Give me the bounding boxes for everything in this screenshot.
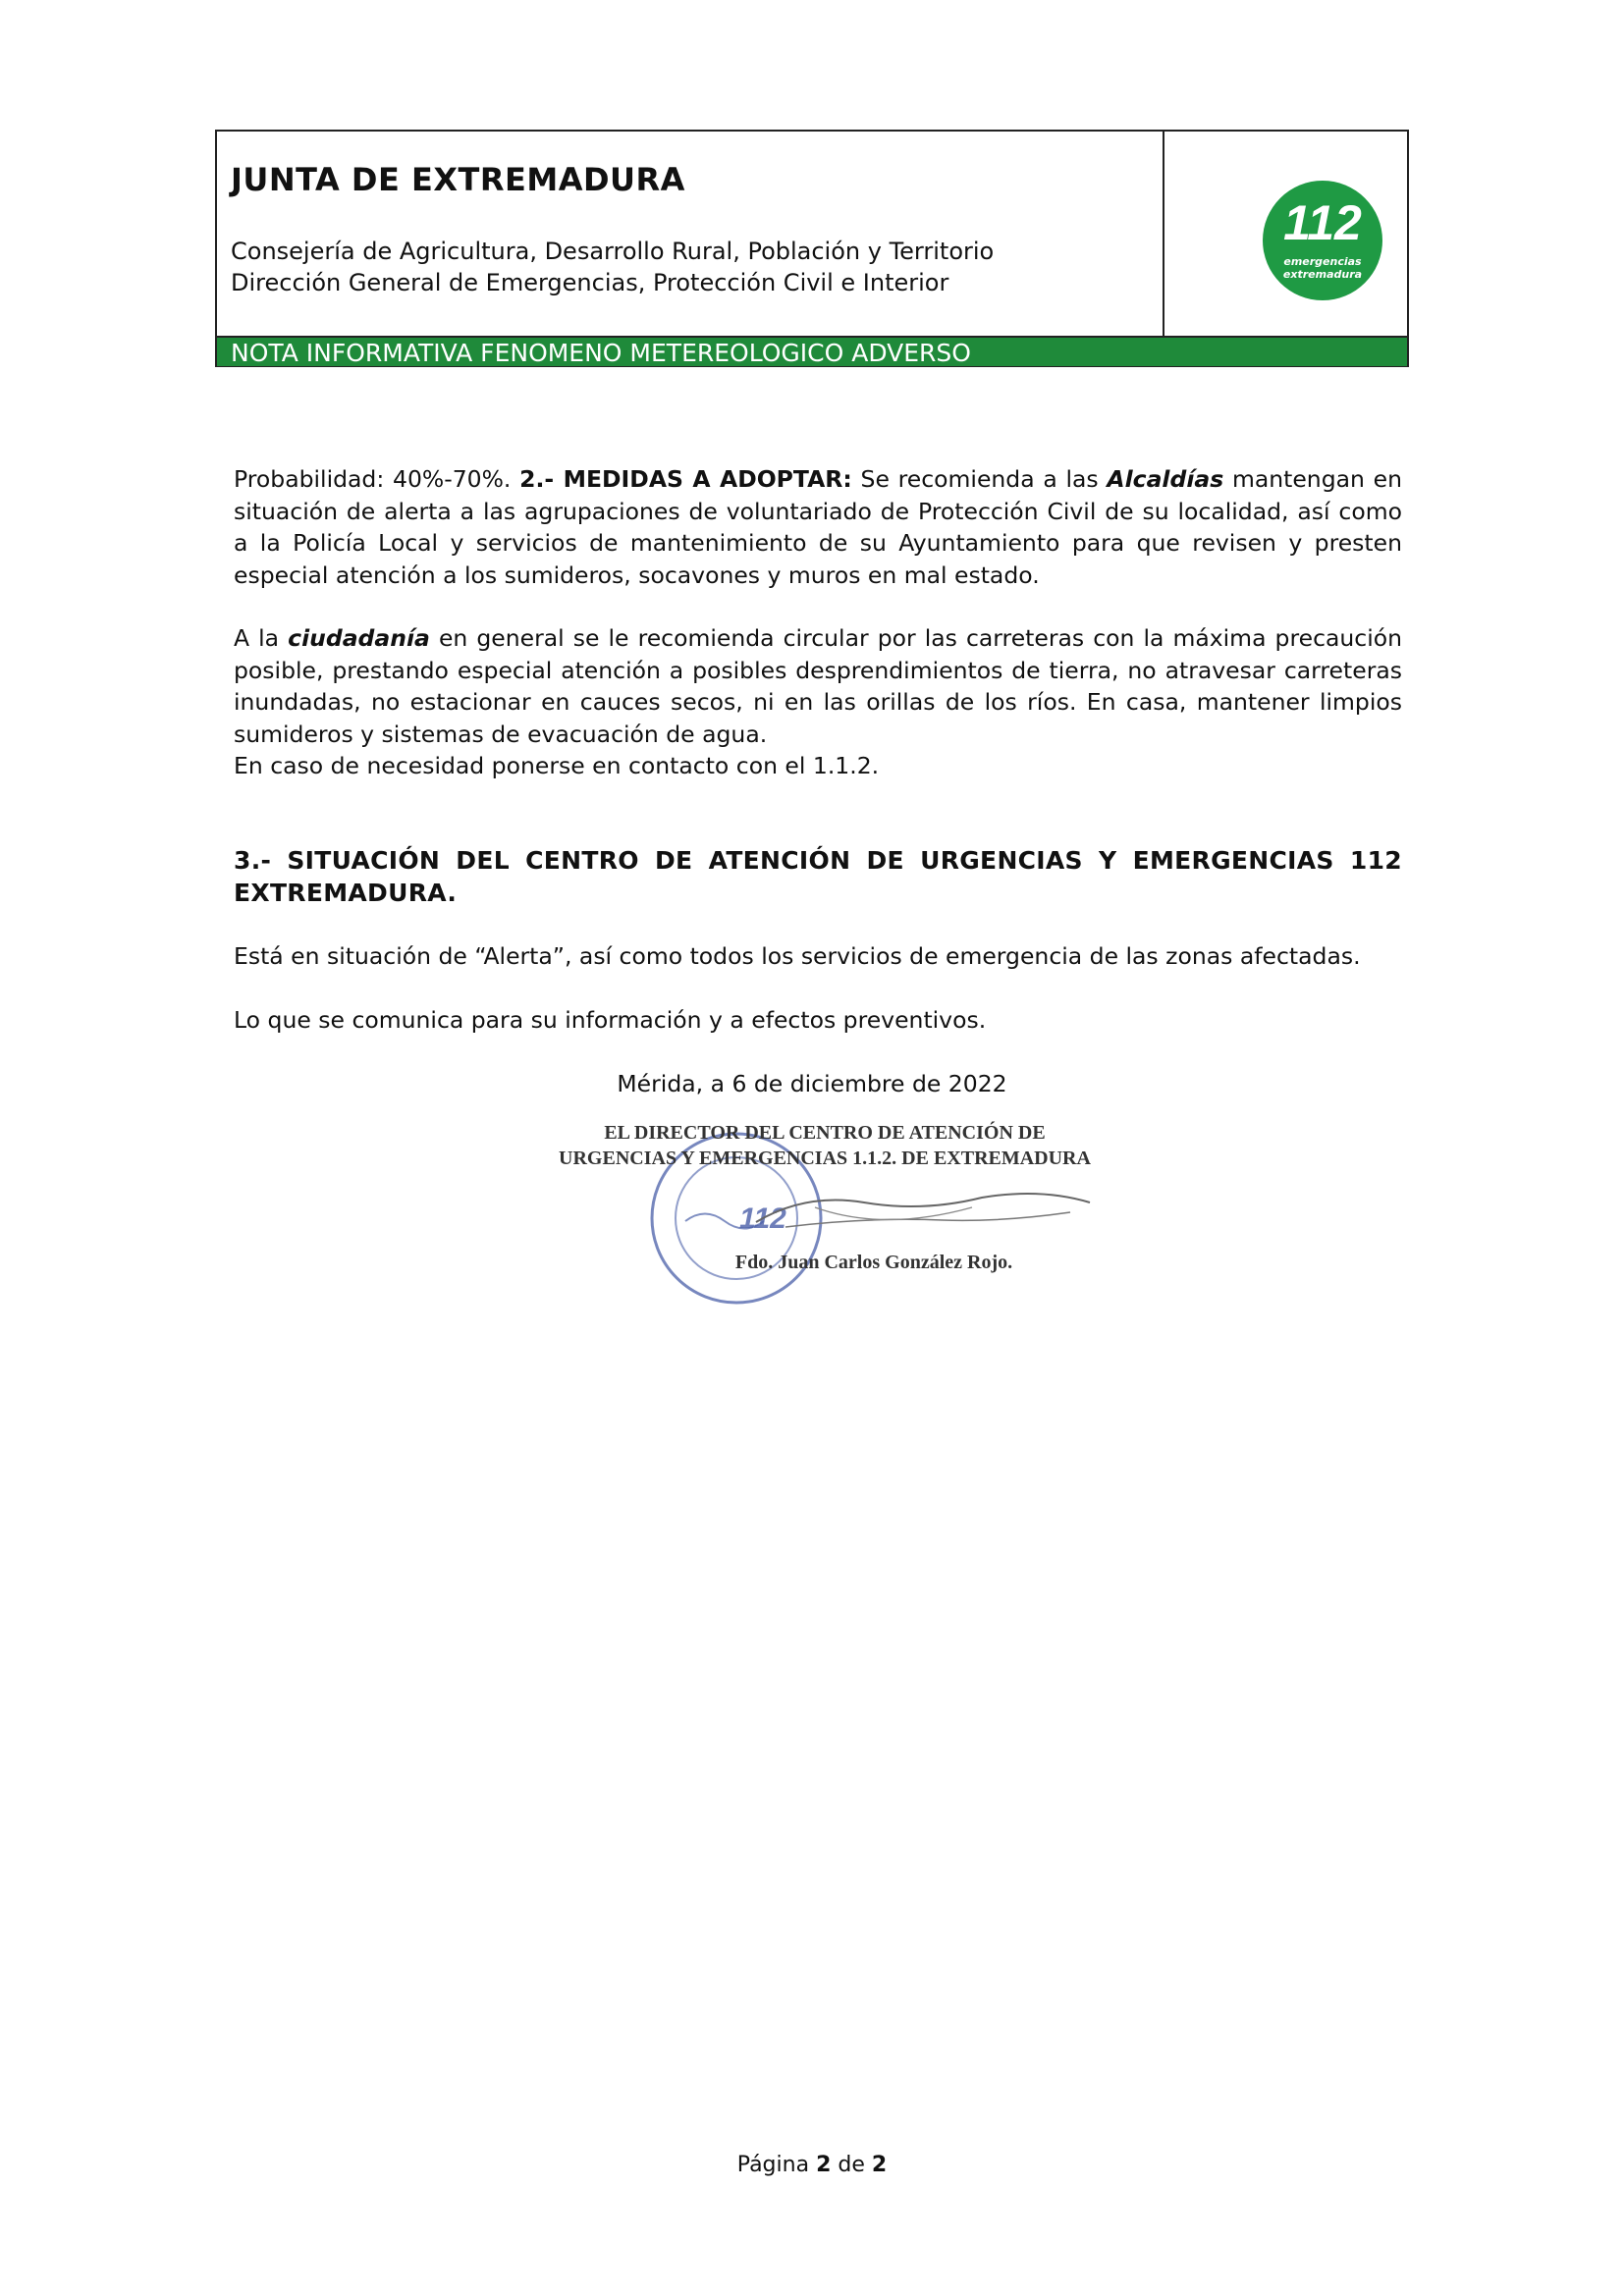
paragraph-ciudadania bbox=[234, 622, 1402, 782]
probability-text: Probabilidad: 40%-70%. bbox=[234, 465, 520, 493]
contact-112-line: En caso de necesidad ponerse en contacto con el 1.1.2. bbox=[234, 752, 880, 779]
signature-title-line-1: EL DIRECTOR DEL CENTRO DE ATENCIÓN DE bbox=[604, 1122, 1046, 1144]
p2-text: en general se le recomienda circular por las carreteras con la máxima precaución posible, prestando especial atención a posibles desprendimientos de tierra, no atravesar carreteras inundadas, no estacionar en cauces secos, ni en las orillas de los ríos. En casa, mantener limpios sumideros y sistemas de evacuación de agua. bbox=[234, 624, 1403, 748]
p2-start: A la bbox=[234, 624, 289, 652]
page-current: 2 bbox=[816, 2153, 832, 2177]
emergencias-112-logo bbox=[1263, 181, 1382, 300]
page-total: 2 bbox=[871, 2153, 888, 2177]
handwritten-signature-icon bbox=[746, 1173, 1100, 1252]
page-footer bbox=[0, 2153, 1624, 2177]
alert-status-line: Está en situación de “Alerta”, así como todos los servicios de emergencia de las zonas afectadas. bbox=[234, 942, 1361, 970]
department-line-2: Dirección General de Emergencias, Protección Civil e Interior bbox=[231, 269, 949, 296]
header-text-cell bbox=[217, 132, 1164, 336]
svg-text:112: 112 bbox=[739, 1202, 786, 1235]
ciudadania-emphasis: ciudadanía bbox=[288, 624, 430, 652]
paragraph-medidas bbox=[234, 463, 1402, 591]
p1-text: Se recomienda a las bbox=[851, 465, 1108, 493]
department-line-1: Consejería de Agricultura, Desarrollo Rural, Población y Territorio bbox=[231, 238, 995, 265]
date-line: Mérida, a 6 de diciembre de 2022 bbox=[617, 1070, 1007, 1097]
section-2-heading: 2.- MEDIDAS A ADOPTAR: bbox=[519, 465, 852, 493]
org-title: JUNTA DE EXTREMADURA bbox=[231, 161, 685, 198]
section-3-heading: 3.- SITUACIÓN DEL CENTRO DE ATENCIÓN DE URGENCIAS Y EMERGENCIAS 112 EXTREMADURA. bbox=[234, 846, 1402, 907]
page-label: Página bbox=[736, 2153, 817, 2177]
signature-block bbox=[530, 1114, 1119, 1310]
signature-name: Fdo. Juan Carlos González Rojo. bbox=[734, 1252, 1013, 1273]
logo-subtitle-2: extremadura bbox=[1282, 268, 1363, 281]
p1-rest: mantengan en situación de alerta a las agrupaciones de voluntariado de Protección Civil de su localidad, así como a la Policía Local y servicios de mantenimiento de su Ayuntamiento para que revisen y presten especial atención a los sumideros, socavones y muros en mal estado. bbox=[234, 465, 1403, 589]
document-header bbox=[215, 130, 1409, 367]
closing-line: Lo que se comunica para su información y a efectos preventivos. bbox=[234, 1006, 987, 1034]
page-of: de bbox=[831, 2153, 872, 2177]
logo-number: 112 bbox=[1283, 195, 1362, 250]
header-logo-cell bbox=[1164, 132, 1407, 336]
logo-subtitle-1: emergencias bbox=[1283, 255, 1362, 268]
signature-title-line-2: URGENCIAS Y EMERGENCIAS 1.1.2. DE EXTREMADURA bbox=[559, 1148, 1091, 1169]
note-type-band: NOTA INFORMATIVA FENOMENO METEREOLOGICO ADVERSO bbox=[217, 336, 1407, 366]
alcaldias-emphasis: Alcaldías bbox=[1107, 465, 1224, 493]
